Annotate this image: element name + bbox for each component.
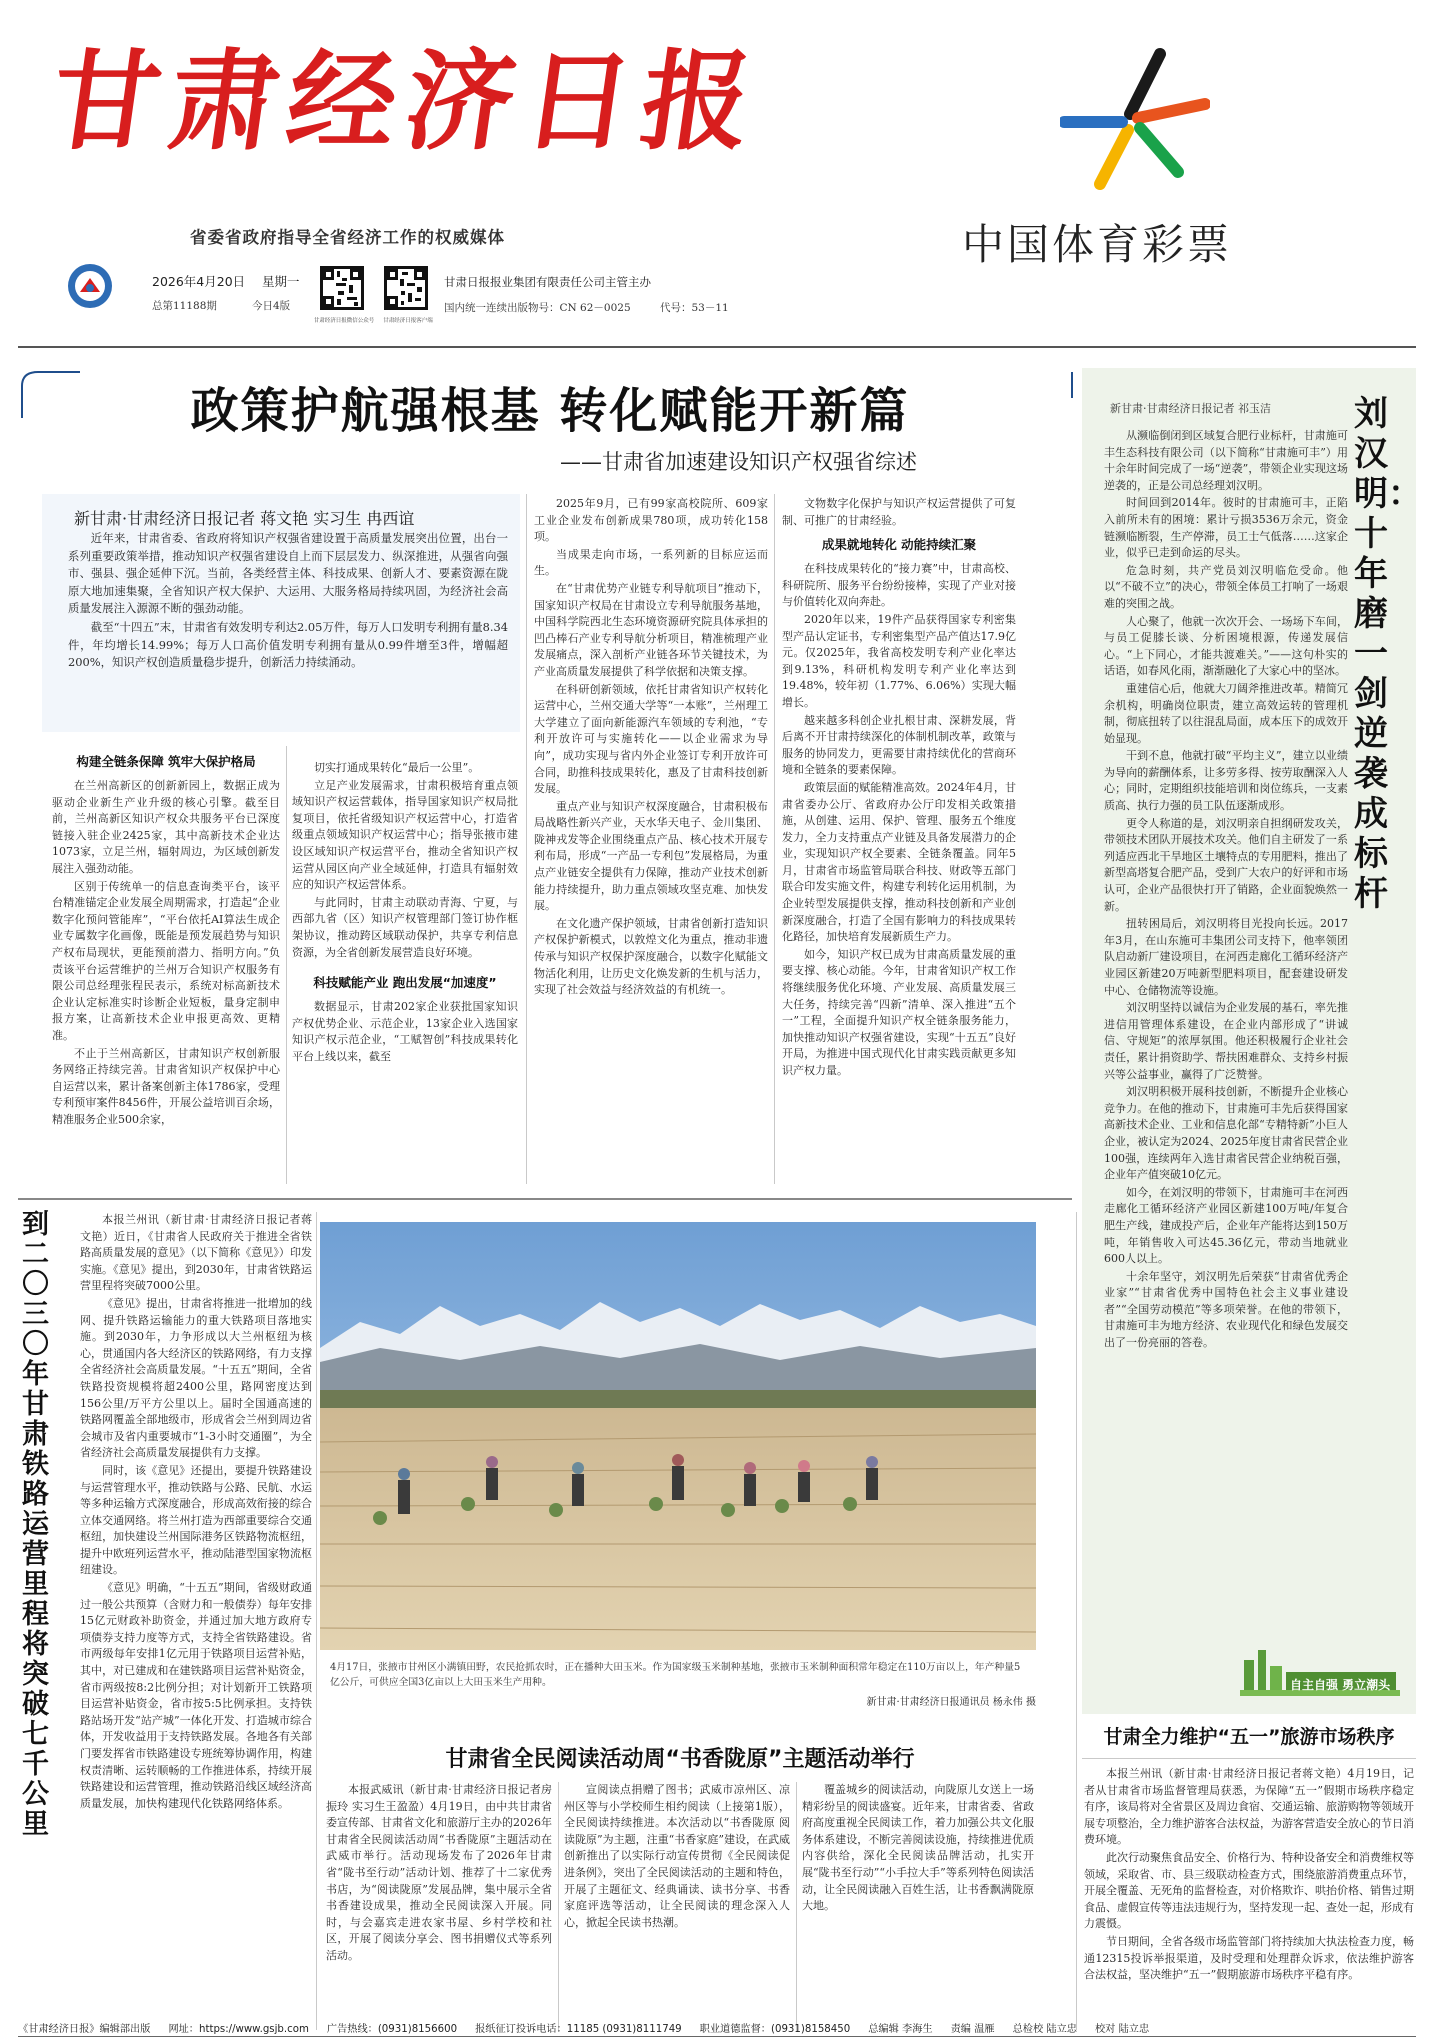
lead-subtitle: ——甘肃省加速建设知识产权强省综述 [560,450,917,474]
railway-title: 到二〇三〇年甘肃铁路运营里程将突破七千公里 [22,1209,49,1840]
footer-subscribe-hotline: 报纸征订投诉电话：11185 (0931)8111749 [475,2024,682,2035]
cn-number: 国内统一连续出版物号：CN 62－0025 [444,302,631,314]
issue-pages: 今日4版 [252,300,291,312]
footer-bar [18,2020,1416,2038]
lead-col4: 文物数字化保护与知识产权运营提供了可复制、可推广的甘肃经验。 成果就地转化 动能持续汇聚 在科技成果转化的“接力赛”中，甘肃高校、科研院所、服务平台纷纷接棒，实现了产业对接与价值转化双向奔赴。 2020年以来，19件产品获得国家专利密集型产品认定证书，专利密集型产品产值达17.9亿元。仅2025年，我省高校发明专利产业化率达到9.13%，科研机构发明专利产业化率达到19.48%，较年初（1.77%、6.06%）实现大幅增长。 越来越多科创企业扎根甘肃、深耕发展，背后离不开甘肃持续深化的体制机制改革，政策与服务的协同发力，更需要甘肃持续优化的营商环境和全链条的要素保障。 政策层面的赋能精准高效。2024年4月，甘肃省委办公厅、省政府办公厅印发相关政策措施，从创建、运用、保护、管理、服务五个维度发力，全力支持重点产业链及具备发展潜力的企业，实现知识产权全要素、全链条覆盖。同年5月，甘肃省市场监管局联合科技、财政等五部门联合印发实施文件，构建专利转化运用机制，为企业转型发展提供支撑，推动科技创新和产业创新深度融合，打造了全国有影响力的科技成果转化路径，加快培育发展新质生产力。 如今，知识产权已成为甘肃高质量发展的重要支撑、核心动能。今年，甘肃省知识产权工作将继续服务优化环境、产业发展、高质量发展三大任务，持续完善“四新”清单、深入推进“五个一”工程，全面提升知识产权全链条服务能力，加快推动知识产权强省建设，实现“十五五”良好开局，为推进中国式现代化甘肃实践贡献更多知识产权力量。 [782,497,1016,1077]
footer-duty-editor: 责编 温雁 [950,2024,995,2035]
lead-section1-heading: 构建全链条保障 筑牢大保护格局 [76,754,256,769]
profile-body-right [1104,1030,1404,1660]
issue-weekday: 星期一 [262,274,300,289]
footer-editor: 《甘肃经济日报》编辑部出版 [18,2024,151,2035]
qr-code-wechat[interactable] [320,266,364,310]
profile-byline: 新甘肃·甘肃经济日报记者 祁玉洁 [1110,402,1271,415]
reading-col3: 覆盖城乡的阅读活动，向陇原儿女送上一场精彩纷呈的阅读盛宴。近年来，甘肃省委、省政府高度重视全民阅读工作，着力加强公共文化服务体系建设，不断完善阅读设施，持续推进优质内容供给，深化全民阅读品牌活动，扎实开展“陇书至行动”“小手拉大手”等系列特色阅读活动，让全民阅读融入百姓生活，让书香飘满陇原大地。 [802,1783,1034,1913]
reading-title: 甘肃省全民阅读活动周“书香陇原”主题活动举行 [445,1747,915,1772]
footer-website[interactable]: 网址：https://www.gsjb.com [168,2024,309,2035]
profile-title: 刘汉明：十年磨一剑 逆袭成标杆 [1354,394,1422,914]
footer-duty-hotline: 职业道德监督：(0931)8158450 [699,2024,851,2035]
footer-chief-editor: 总编辑 李海生 [868,2024,933,2035]
qr-caption-wechat: 甘肃经济日报微信公众号 [313,318,375,324]
qr-caption-app: 甘肃经济日报客户端 [383,318,433,324]
profile-body: 从濒临倒闭到区域复合肥行业标杆，甘肃施可丰生态科技有限公司（以下简称“甘肃施可丰”）用十余年时间完成了一场“逆袭”，带领企业实现这场逆袭的，正是公司总经理刘汉明。 时间回到2014年。彼时的甘肃施可丰，正陷入前所未有的困境：累计亏损3536万余元，资金链濒临断裂，生产停滞，员工士气低落……这家企业，似乎已走到命运的尽头。 危急时刻，共产党员刘汉明临危受命。他以“不破不立”的决心，带领全体员工打响了一场艰难的突围之战。 人心聚了，他就一次次开会、一场场下车间，与员工促膝长谈、分析困境根源，传递发展信心。“上下同心，才能共渡难关。”——这句朴实的话语，如春风化雨，渐渐融化了大家心中的坚冰。 重建信心后，他就大刀阔斧推进改革。精简冗余机构，明确岗位职责，建立高效运转的管理机制，彻底扭转了以往混乱局面，成本压下的成效开始显现。 干到不息，他就打破“平均主义”，建立以业绩为导向的薪酬体系，让多劳多得、按劳取酬深入人心；同时，定期组织技能培训和岗位练兵，一支素质高、执行力强的员工队伍逐渐成形。 更令人称道的是，刘汉明亲自担纲研发攻关，带领技术团队开展技术攻关。他们自主研发了一系列适应西北干旱地区土壤特点的专用肥料，推出了新型高塔复合肥产品，受到广大农户的好评和市场认可，企业产品很快打开了销路，企业面貌焕然一新。 扭转困局后，刘汉明将目光投向长远。2017年3月，在山东施可丰集团公司支持下，他率领团队启动新厂建设项目，在河西走廊化工循环经济产业园区新建20万吨新型肥料项目，配套建设研发中心、仓储物流等设施。 刘汉明坚持以诚信为企业发展的基石，率先推进信用管理体系建设，在企业内部形成了“讲诚信、守规矩”的浓厚氛围。他还积极履行企业社会责任，累计捐资助学、帮扶困难群众、支持乡村振兴等公益事业，赢得了广泛赞誉。 刘汉明积极开展科技创新，不断提升企业核心竞争力。在他的推动下，甘肃施可丰先后获得国家高新技术企业、工业和信息化部“专精特新”小巨人企业，被认定为2024、2025年度甘肃省民营企业100强，连续两年入选甘肃省民营企业纳税百强，企业年产值突破10亿元。 如今，在刘汉明的带领下，甘肃施可丰在河西走廊化工循环经济产业园区新建100万吨/年复合肥生产线，建成投产后，企业年产能将达到150万吨，年销售收入可达45.36亿元，带动当地就业600人以上。 十余年坚守，刘汉明先后荣获“甘肃省优秀企业家”“甘肃省优秀中国特色社会主义事业建设者”“全国劳动模范”等多项荣誉。在他的带领下，甘肃施可丰为地方经济、农业现代化和绿色发展交出了一份亮丽的答卷。 [1104,429,1348,1350]
lead-section3-heading: 成果就地转化 动能持续汇聚 [821,537,977,553]
issue-date: 2026年4月20日 [152,274,246,289]
profile-badge-text: 自主自强 勇立潮头 [1290,1678,1391,1692]
qr-code-app[interactable] [384,266,428,310]
postal-code: 代号：53－11 [660,302,729,314]
lead-col1: 构建全链条保障 筑牢大保护格局 在兰州高新区的创新新园上，数据正成为驱动企业新生产业升级的核心引擎。截至目前，兰州高新区知识产权众共服务平台已深度链接入驻企业2425家，其中高新技术企业达1073家，立足兰州，辐射周边，为区域创新发展注入强劲动能。 区别于传统单一的信息查询类平台，该平台精准锚定企业发展全周期需求，打造起“企业数字化预问管能库”，“平台依托AI算法生成企业专属数字化画像，既能是预发展趋势与知识产权布局现状，更能预前潜力、指明方向。”负责该平台运营维护的兰州万合知识产权服务有限公司总经理张程民表示，系统对标高新技术企业认定标准实时诊断企业短板，量身定制申报方案，让高新技术企业申报更高效、更精准。 不止于兰州高新区，甘肃知识产权创新服务网络正持续完善。甘肃省知识产权保护中心自运营以来，累计备案创新主体1786家，受理专利预审案件8456件，开展公益培训百余场，精准服务企业500余家， [52,754,280,1126]
lead-col2: 切实打通成果转化“最后一公里”。 立足产业发展需求，甘肃积极培育重点领域知识产权运营载体，指导国家知识产权局批复项目，依托省级知识产权运营中心，打造省级重点领域知识产权运营中心；指导张掖市建设区域知识产权运营平台，推动全省知识产权运营从园区向产业全域延伸，打造具有辐射效应的知识产权运营体系。 与此同时，甘肃主动联动青海、宁夏，与西部九省（区）知识产权管理部门签订协作框架协议，推动跨区域联动保护，共享专利信息资源，为全省创新发展营造良好环境。 科技赋能产业 跑出发展“加速度” 数据显示，甘肃202家企业获批国家知识产权优势企业、示范企业，13家企业入选国家知识产权示范企业，“工赋智创”科技成果转化平台上线以来，截至 [292,761,518,1063]
tourism-body: 本报兰州讯（新甘肃·甘肃经济日报记者蒋文艳）4月19日，记者从甘肃省市场监督管理局获悉，为保障“五一”假期市场秩序稳定有序，该局将对全省景区及周边食宿、交通运输、旅游购物等领域开展专项整治，全力维护游客合法权益，为游客营造安全放心的节日消费环境。 此次行动聚焦食品安全、价格行为、特种设备安全和消费维权等领域，采取省、市、县三级联动检查方式，围绕旅游消费重点环节，开展全覆盖、无死角的监督检查，对价格欺诈、哄抬价格、销售过期食品、虚假宣传等违法违规行为，坚持发现一起、查处一起，形成有力震慑。 节日期间，全省各级市场监管部门将持续加大执法检查力度，畅通12315投诉举报渠道，及时受理和处理群众诉求，依法维护游客合法权益，坚决维护“五一”假期旅游市场秩序平稳有序。 [1084,1767,1414,1982]
reading-col2: 宣阅读点捐赠了图书；武威市凉州区、凉州区等与小学校师生相约阅读（上接第1版），全民阅读持续推进。本次活动以“书香陇原 阅读陇原”为主题，注重“书香家庭”建设，在武威创新推出了以实际行动宣传贯彻《全民阅读促进条例》，突出了全民阅读活动的主题和特色，开展了主题征文、经典诵读、读书分享、书香家庭评选等活动，让全民阅读的理念深入人心，掀起全民读书热潮。 [564,1783,790,1929]
photo-credit: 新甘肃·甘肃经济日报通讯员 杨永伟 摄 [866,1697,1036,1708]
newspaper-logo-icon [66,262,114,310]
footer-proof: 校对 陆立忠 [1094,2024,1150,2035]
railway-body: 本报兰州讯（新甘肃·甘肃经济日报记者蒋文艳）近日，《甘肃省人民政府关于推进全省铁路高质量发展的意见》（以下简称《意见》）印发实施。《意见》提出，到2030年，甘肃省铁路运营里程将突破7000公里。 《意见》提出，甘肃省将推进一批增加的线网、提升铁路运输能力的重大铁路项目落地实施。到2030年，力争形成以大兰州枢纽为核心，贯通国内各大经济区的铁路网络，有力支撑全省经济社会高质量发展。“十五五”期间，全省铁路投资规模将超2400公里，路网密度达到156公里/万平方公里以上。届时全国通高速的铁路网覆盖全部地级市，形成省会兰州到周边省会城市及省内重要城市“1-3小时交通圈”，为全省经济社会高质量发展提供有力支撑。 同时，该《意见》还提出，要提升铁路建设与运营管理水平，推动铁路与公路、民航、水运等多种运输方式深度融合，形成高效衔接的综合立体交通网络。将兰州打造为西部重要综合交通枢纽，加快建设兰州国际港务区铁路物流枢纽，提升中欧班列运营水平，推动陆港型国家物流枢纽建设。 《意见》明确，“十五五”期间，省级财政通过一般公共预算（含财力和一般债券）每年安排15亿元财政补助资金，并通过加大地方政府专项债券支持力度等方式，支持全省铁路建设。省市两级每年安排1亿元用于铁路项目运营补贴，其中，对已建成和在建铁路项目运营补贴资金，省市两级按8:2比例分担；对计划新开工铁路项目运营补贴资金，省市按5:5比例承担。支持铁路站场开发“站产城”一体化开发、打造城市综合体，开发收益用于支持铁路发展。各地各有关部门要发挥省市铁路建设专班统筹协调作用，构建权责清晰、运转顺畅的工作推进体系，持续开展铁路建设和运营管理，推动铁路沿线区域经济高质量发展，加快构建现代化铁路网络体系。 [80,1213,312,1810]
masthead-slogan: 省委省政府指导全省经济工作的权威媒体 [190,228,505,247]
issue-serial: 总第11188期 [152,300,217,312]
sports-lottery-logo-icon [1060,44,1210,194]
masthead-title: 甘肃经济日报 [43,40,769,165]
farm-photo [320,1222,1036,1650]
footer-ad-hotline: 广告热线：(0931)8156600 [326,2024,458,2035]
lead-byline: 新甘肃·甘肃经济日报记者 蒋文艳 实习生 冉西谊 [74,509,415,528]
lead-intro: 近年来，甘肃省委、省政府将知识产权强省建设置于高质量发展突出位置，出台一系列重要政策举措，推动知识产权强省建设自上而下层层发力、纵深推进，从强省向强市、强县、强企延伸下沉。当前，各类经营主体、科技成果、创新人才、要素资源在陇原大地加速集聚，全省知识产权大保护、大运用、大服务格局持续巩固，为经济社会高质量发展注入源源不断的强劲动能。 截至“十四五”末，甘肃省有效发明专利达2.05万件，每万人口发明专利拥有量8.34件，年均增长14.99%；每万人口高价值发明专利拥有量从0.99件增至3件，增幅超200%，知识产权创造质量稳步提升，创新活力持续涌动。 [68,531,508,670]
reading-col1: 本报武威讯（新甘肃·甘肃经济日报记者房振玲 实习生王盈盈）4月19日，由中共甘肃省委宣传部、甘肃省文化和旅游厅主办的2026年甘肃省全民阅读活动周“书香陇原”主题活动在武威市举行。活动现场发布了2026年甘肃省“陇书至行动”活动计划、推荐了十二家优秀书店，为“阅读陇原”发展品牌，集中展示全省书香建设成果，推动全民阅读深入开展。同时，与会嘉宾走进农家书屋、乡村学校和社区，开展了阅读分享会、图书捐赠仪式等系列活动。 [326,1783,552,1962]
publisher-line: 甘肃日报报业集团有限责任公司主管主办 [444,275,651,289]
lead-title: 政策护航强根基 转化赋能开新篇 [190,383,910,439]
tourism-title: 甘肃全力维护“五一”旅游市场秩序 [1103,1726,1395,1748]
lead-section2-heading: 科技赋能产业 跑出发展“加速度” [313,975,497,991]
footer-review: 总检校 陆立忠 [1012,2024,1077,2035]
sports-lottery-text: 中国体育彩票 [962,220,1233,269]
lead-col3: 2025年9月，已有99家高校院所、609家工业企业发布创新成果780项，成功转化158项。 当成果走向市场，一系列新的目标应运而生。 在“甘肃优势产业链专利导航项目”推动下，国家知识产权局在甘肃设立专利导航服务基地，中国科学院西北生态环境资源研究院具体承担的凹凸棒石产业专利导航分析项目，精准梳理产业发展痛点，深入剖析产业链各环节关键技术，为产业高质量发展提供了科学依据和决策支撑。 在科研创新领域，依托甘肃省知识产权转化运营中心，兰州交通大学等“一本账”，兰州理工大学建立了面向新能源汽车领域的专利池，“专利开放许可与实施转化——以企业需求为导向”，成功实现与省内外企业签订专利开放许可合同，助推科技成果转化，惠及了甘肃科技创新发展。 重点产业与知识产权深度融合，甘肃积极布局战略性新兴产业，天水华天电子、金川集团、陇神戎发等企业围绕重点产品、核心技术开展专利布局，形成“一产品一专利包”发展格局，为重点产业链安全提供有力保障，推动产业技术创新能力持续提升，助力重点领域攻坚克难、加快发展。 在文化遗产保护领域，甘肃省创新打造知识产权保护新模式，以敦煌文化为重点，推动非遗传承与知识产权保护深度融合，以数字化赋能文物活化利用，让历史文化焕发新的生机与活力，实现了社会效益与经济效益的有机统一。 [534,497,768,997]
photo-caption: 4月17日，张掖市甘州区小满镇田野，农民抢抓农时，正在播种大田玉米。作为国家级玉米制种基地，张掖市玉米制种面积常年稳定在110万亩以上，年产种量5亿公斤，可供应全国3亿亩以上大田玉米生产用种。 [330,1662,1021,1688]
